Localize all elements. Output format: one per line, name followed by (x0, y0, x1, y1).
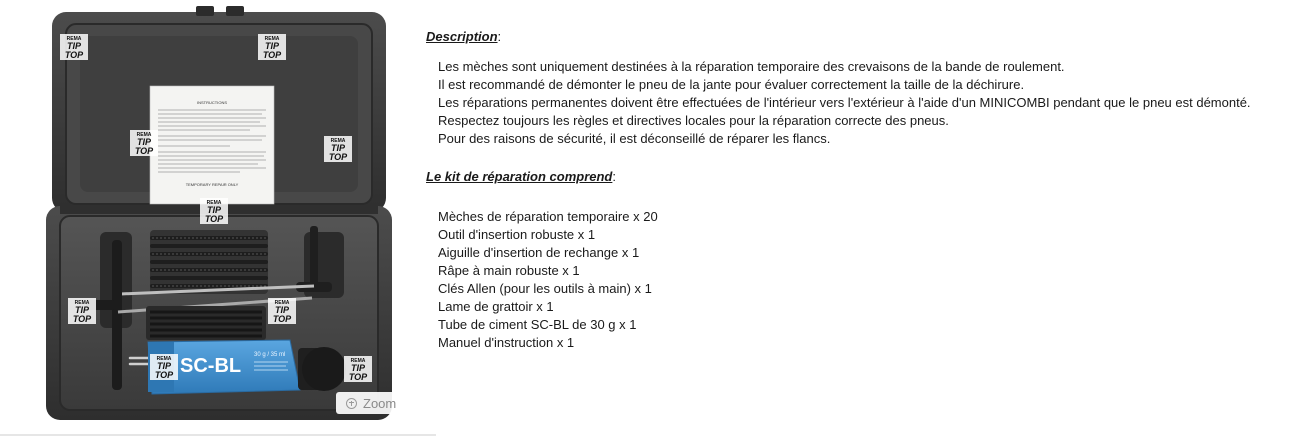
zoom-label: Zoom (363, 395, 397, 411)
svg-text:REMA: REMA (264, 36, 280, 42)
svg-text:TOP: TOP (272, 314, 292, 324)
svg-text:TOP: TOP (134, 146, 154, 156)
brand-stamp (130, 130, 158, 156)
tube-label: SC-BL (180, 355, 242, 377)
list-item: Clés Allen (pour les outils à main) x 1 (438, 281, 652, 296)
svg-text:TIP: TIP (206, 205, 222, 215)
list-item: Lame de grattoir x 1 (438, 299, 554, 314)
svg-text:TOP: TOP (204, 214, 224, 224)
brand-stamp (68, 298, 96, 324)
brand-stamp (344, 356, 372, 382)
brand-stamp (324, 136, 352, 162)
repair-strings-pack (146, 306, 266, 340)
svg-text:TOP: TOP (328, 152, 348, 162)
description-line: Les réparations permanentes doivent être effectuées de l'intérieur vers l'extérieur à l'aide d'un MINICOMBI pendant que le pneu est démonté. (438, 95, 1251, 110)
repair-strings (152, 238, 266, 286)
svg-text:TIP: TIP (66, 41, 82, 51)
description-line: Il est recommandé de démonter le pneu de la jante pour évaluer correctement la taille de la déchirure. (438, 77, 1025, 92)
svg-text:REMA: REMA (274, 300, 290, 306)
svg-text:TIP: TIP (156, 361, 172, 371)
description-body (438, 58, 1296, 148)
brand-stamp (60, 34, 88, 60)
svg-text:TIP: TIP (274, 305, 290, 315)
svg-text:TIP: TIP (136, 137, 152, 147)
list-item: Râpe à main robuste x 1 (438, 263, 580, 278)
brand-stamp (150, 354, 178, 380)
svg-text:TIP: TIP (264, 41, 280, 51)
kit-contents-list (438, 208, 1296, 352)
kit-heading: Le kit de réparation comprend: (426, 169, 616, 184)
svg-text:TOP: TOP (64, 50, 84, 60)
svg-text:TIP: TIP (330, 143, 346, 153)
description-line: Pour des raisons de sécurité, il est déconseillé de réparer les flancs. (438, 131, 831, 146)
svg-text:TOP: TOP (154, 370, 174, 380)
product-image[interactable] (0, 0, 436, 436)
list-item: Outil d'insertion robuste x 1 (438, 227, 596, 242)
svg-text:TOP: TOP (348, 372, 368, 382)
kit-heading-text: Le kit de réparation comprend (426, 169, 613, 184)
instruction-sheet-title: INSTRUCTIONS (197, 100, 227, 105)
description-line: Respectez toujours les règles et directives locales pour la réparation correcte des pneus. (438, 113, 949, 128)
zoom-icon (346, 398, 357, 409)
description-heading-text: Description (426, 29, 498, 44)
brand-stamp (200, 198, 228, 224)
instruction-sheet-footer: TEMPORARY REPAIR ONLY (185, 182, 239, 187)
brand-stamp (258, 34, 286, 60)
list-item: Aiguille d'insertion de rechange x 1 (438, 245, 640, 260)
svg-text:REMA: REMA (136, 132, 152, 138)
svg-text:REMA: REMA (350, 358, 366, 364)
list-item: Mèches de réparation temporaire x 20 (438, 209, 658, 224)
svg-text:TOP: TOP (72, 314, 92, 324)
svg-text:REMA: REMA (206, 200, 222, 206)
brand-stamp (268, 298, 296, 324)
svg-text:REMA: REMA (156, 356, 172, 362)
repair-kit-photo (0, 0, 436, 436)
svg-text:TOP: TOP (262, 50, 282, 60)
list-item: Tube de ciment SC-BL de 30 g x 1 (438, 317, 637, 332)
product-description-panel (426, 28, 1296, 352)
svg-text:TIP: TIP (74, 305, 90, 315)
svg-text:REMA: REMA (66, 36, 82, 42)
description-line: Les mèches sont uniquement destinées à la réparation temporaire des crevaisons de la bande de roulement. (438, 59, 1065, 74)
list-item: Manuel d'instruction x 1 (438, 335, 575, 350)
instruction-sheet (150, 86, 274, 204)
description-heading: Description: (426, 29, 502, 44)
svg-text:TIP: TIP (350, 363, 366, 373)
svg-text:REMA: REMA (74, 300, 90, 306)
svg-text:REMA: REMA (330, 138, 346, 144)
tube-small-text: 30 g / 35 ml (254, 352, 286, 358)
zoom-button[interactable] (336, 392, 408, 414)
